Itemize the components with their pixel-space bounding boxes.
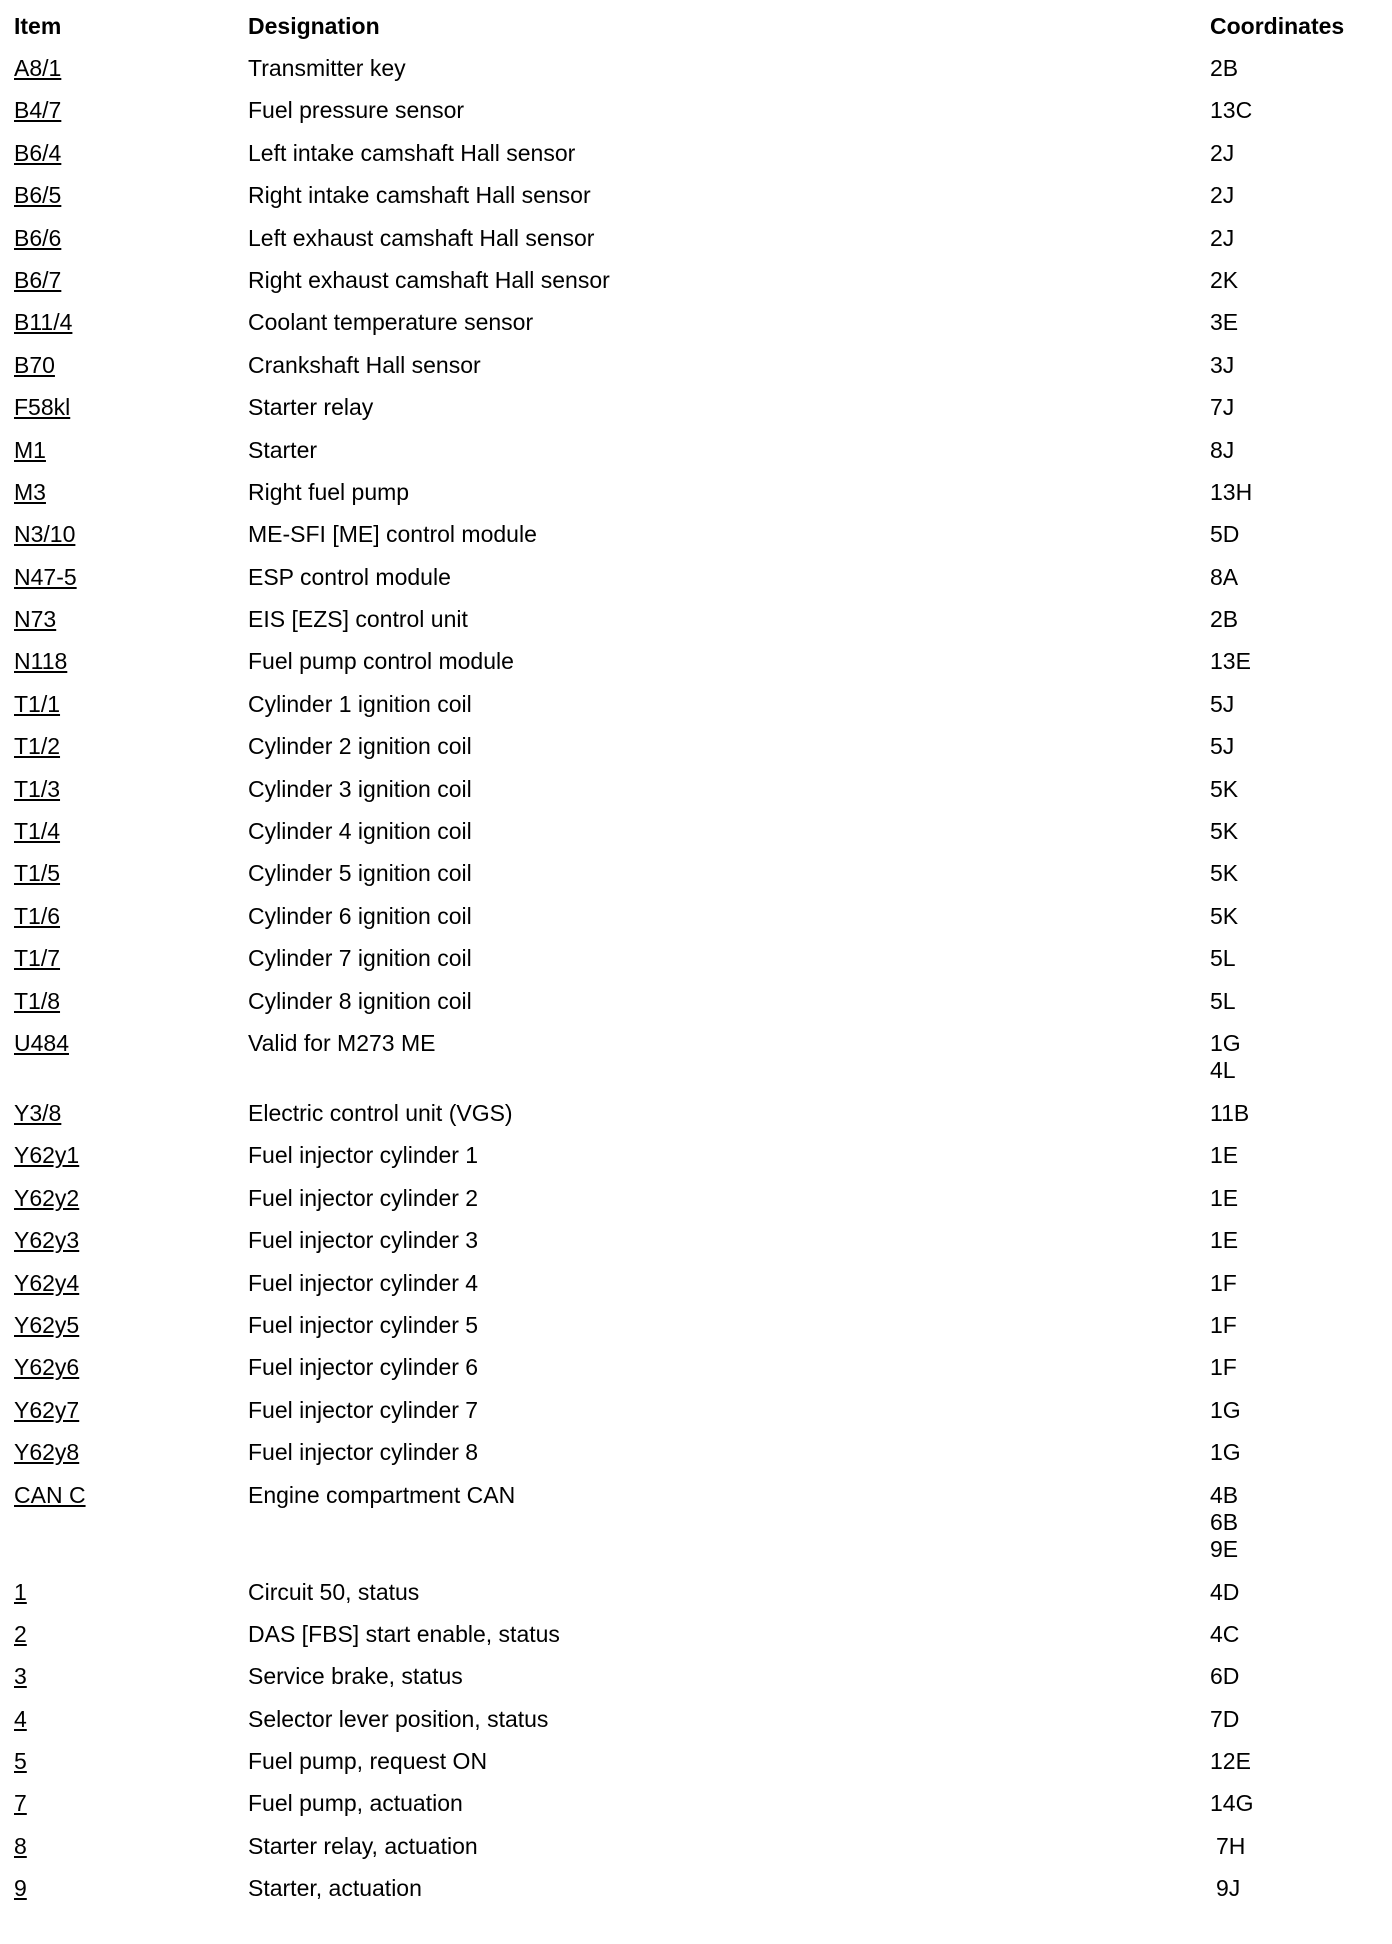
table-row	[14, 345, 1384, 387]
item-cell	[14, 394, 248, 421]
designation-cell: Starter relay	[248, 394, 374, 421]
coordinate-value: 2B	[1210, 606, 1239, 633]
item-cell	[14, 818, 248, 845]
legend-table	[14, 0, 1384, 1911]
coordinates-cell	[1210, 776, 1384, 803]
item-link[interactable]: T1/3	[14, 775, 61, 802]
item-link[interactable]: 7	[14, 1790, 27, 1817]
item-cell	[14, 1270, 248, 1297]
coordinate-value: 11B	[1210, 1099, 1250, 1126]
designation-cell: Cylinder 1 ignition coil	[248, 690, 472, 717]
table-row	[14, 387, 1384, 429]
table-row	[14, 1656, 1384, 1698]
item-link[interactable]: N118	[14, 648, 68, 675]
designation-cell: Fuel injector cylinder 2	[248, 1184, 479, 1211]
table-row	[14, 133, 1384, 175]
item-cell	[14, 1312, 248, 1339]
designation-cell: Left intake camshaft Hall sensor	[248, 139, 576, 166]
item-link[interactable]: M3	[14, 478, 46, 505]
coordinate-value: 7H	[1216, 1832, 1246, 1859]
item-cell	[14, 1100, 248, 1127]
designation-cell: Fuel injector cylinder 7	[248, 1396, 479, 1423]
table-row	[14, 1614, 1384, 1656]
coordinates-cell	[1210, 733, 1384, 760]
table-row	[14, 472, 1384, 514]
coordinate-value: 4L	[1210, 1056, 1236, 1083]
coordinate-value: 5K	[1210, 775, 1239, 802]
item-cell	[14, 521, 248, 548]
table-row	[14, 938, 1384, 980]
item-cell	[14, 1579, 248, 1606]
designation-cell: Cylinder 2 ignition coil	[248, 733, 472, 760]
table-row	[14, 1305, 1384, 1347]
coordinates-cell	[1210, 1621, 1384, 1648]
item-cell	[14, 479, 248, 506]
designation-cell: Electric control unit (VGS)	[248, 1099, 513, 1126]
coordinate-value: 4B	[1210, 1481, 1239, 1508]
coordinate-value: 1E	[1210, 1184, 1239, 1211]
designation-cell: Selector lever position, status	[248, 1705, 549, 1732]
designation-cell: Cylinder 6 ignition coil	[248, 902, 472, 929]
coordinates-cell	[1210, 860, 1384, 887]
item-link[interactable]: Y3/8	[14, 1099, 62, 1126]
designation-cell: ESP control module	[248, 563, 451, 590]
table-row	[14, 769, 1384, 811]
item-cell	[14, 97, 248, 124]
coordinates-cell	[1210, 1875, 1384, 1902]
item-cell	[14, 860, 248, 887]
coordinate-value: 8J	[1210, 436, 1235, 463]
table-row	[14, 896, 1384, 938]
item-link[interactable]: CAN C	[14, 1481, 86, 1508]
item-cell	[14, 352, 248, 379]
item-link[interactable]: Y62y5	[14, 1311, 80, 1338]
coordinate-value: 5K	[1210, 860, 1239, 887]
table-row	[14, 514, 1384, 556]
coordinates-cell	[1210, 1790, 1384, 1817]
table-row	[14, 981, 1384, 1023]
table-row	[14, 1220, 1384, 1262]
item-cell	[14, 903, 248, 930]
header-item: Item	[14, 13, 62, 39]
coordinates-cell	[1210, 1312, 1384, 1339]
designation-cell: Cylinder 3 ignition coil	[248, 775, 472, 802]
designation-cell: Starter	[248, 436, 318, 463]
coordinate-value: 1E	[1210, 1227, 1239, 1254]
designation-cell: Starter relay, actuation	[248, 1832, 478, 1859]
table-row	[14, 1868, 1384, 1910]
item-cell	[14, 1748, 248, 1775]
table-row	[14, 90, 1384, 132]
designation-cell: Fuel pump control module	[248, 648, 514, 675]
designation-cell: Cylinder 5 ignition coil	[248, 860, 472, 887]
table-row	[14, 175, 1384, 217]
table-row	[14, 260, 1384, 302]
coordinate-value: 2J	[1210, 224, 1235, 251]
table-row	[14, 1347, 1384, 1389]
table-row	[14, 1741, 1384, 1783]
coordinates-cell	[1210, 606, 1384, 633]
item-cell	[14, 437, 248, 464]
item-cell	[14, 945, 248, 972]
table-row	[14, 726, 1384, 768]
item-cell	[14, 564, 248, 591]
coordinates-cell	[1210, 394, 1384, 421]
coordinate-value: 4D	[1210, 1578, 1240, 1605]
table-row	[14, 1390, 1384, 1432]
coordinates-cell	[1210, 479, 1384, 506]
coordinates-cell	[1210, 182, 1384, 209]
designation-cell: Transmitter key	[248, 55, 406, 81]
table-body	[14, 48, 1384, 1911]
item-link[interactable]: Y62y7	[14, 1396, 80, 1423]
coordinate-value: 6D	[1210, 1663, 1240, 1690]
item-link[interactable]: 3	[14, 1663, 27, 1690]
designation-cell: Fuel injector cylinder 3	[248, 1227, 479, 1254]
item-cell	[14, 267, 248, 294]
coordinate-value: 14G	[1210, 1790, 1254, 1817]
coordinates-cell	[1210, 521, 1384, 548]
coordinate-value: 5K	[1210, 902, 1239, 929]
item-cell	[14, 1397, 248, 1424]
coordinates-cell	[1210, 903, 1384, 930]
item-cell	[14, 1833, 248, 1860]
table-row	[14, 599, 1384, 641]
table-row	[14, 302, 1384, 344]
coordinates-cell	[1210, 1397, 1384, 1424]
coordinates-cell	[1210, 1748, 1384, 1775]
coordinates-cell	[1210, 309, 1384, 336]
coordinates-cell	[1210, 352, 1384, 379]
table-row	[14, 1475, 1384, 1572]
coordinate-value: 2B	[1210, 55, 1239, 81]
item-cell	[14, 55, 248, 82]
table-row	[14, 48, 1384, 90]
item-link[interactable]: 9	[14, 1875, 27, 1902]
designation-cell: Cylinder 8 ignition coil	[248, 987, 472, 1014]
item-link[interactable]: Y62y3	[14, 1227, 80, 1254]
item-link[interactable]: N3/10	[14, 521, 76, 548]
designation-cell: Right fuel pump	[248, 478, 410, 505]
coordinates-cell	[1210, 437, 1384, 464]
item-link[interactable]: Y62y6	[14, 1354, 80, 1381]
item-cell	[14, 691, 248, 718]
table-row	[14, 430, 1384, 472]
item-cell	[14, 1142, 248, 1169]
item-cell	[14, 1227, 248, 1254]
table-header	[14, 0, 1384, 48]
header-coordinates: Coordinates	[1210, 13, 1345, 39]
coordinates-cell	[1210, 818, 1384, 845]
designation-cell: Starter, actuation	[248, 1875, 422, 1902]
item-link[interactable]: T1/6	[14, 902, 61, 929]
coordinate-value: 1F	[1210, 1269, 1237, 1296]
item-link[interactable]: N47-5	[14, 563, 77, 590]
coordinates-cell	[1210, 1100, 1384, 1127]
coordinate-value: 1F	[1210, 1311, 1237, 1338]
item-cell	[14, 1706, 248, 1733]
coordinate-value: 5L	[1210, 945, 1236, 972]
item-link[interactable]: 1	[14, 1578, 27, 1605]
coordinates-cell	[1210, 945, 1384, 972]
coordinates-cell	[1210, 140, 1384, 167]
item-link[interactable]: 5	[14, 1748, 27, 1775]
designation-cell: Engine compartment CAN	[248, 1481, 516, 1508]
coordinates-cell	[1210, 1663, 1384, 1690]
item-link[interactable]: Y62y8	[14, 1439, 80, 1466]
coordinates-cell	[1210, 1185, 1384, 1212]
table-row	[14, 1826, 1384, 1868]
coordinates-cell	[1210, 691, 1384, 718]
coordinate-value: 2J	[1210, 139, 1235, 166]
coordinate-value: 7J	[1210, 394, 1235, 421]
coordinates-cell	[1210, 225, 1384, 252]
coordinate-value: 12E	[1210, 1748, 1251, 1775]
coordinates-cell	[1210, 1354, 1384, 1381]
item-cell	[14, 1354, 248, 1381]
coordinate-value: 8A	[1210, 563, 1239, 590]
item-cell	[14, 1790, 248, 1817]
coordinate-value: 9E	[1210, 1535, 1239, 1562]
designation-cell: Fuel pump, actuation	[248, 1790, 463, 1817]
table-row	[14, 1263, 1384, 1305]
item-link[interactable]: B6/7	[14, 266, 62, 293]
coordinates-cell	[1210, 1270, 1384, 1297]
item-link[interactable]: T1/4	[14, 818, 61, 845]
coordinates-cell	[1210, 648, 1384, 675]
table-row	[14, 1572, 1384, 1614]
designation-cell: Valid for M273 ME	[248, 1029, 436, 1056]
coordinate-value: 13E	[1210, 648, 1251, 675]
designation-cell: Fuel pump, request ON	[248, 1748, 488, 1775]
coordinates-cell	[1210, 564, 1384, 591]
table-row	[14, 1093, 1384, 1135]
coordinate-value: 5D	[1210, 521, 1240, 548]
designation-cell: Fuel injector cylinder 6	[248, 1354, 479, 1381]
item-cell	[14, 1030, 248, 1057]
coordinates-cell	[1210, 1579, 1384, 1606]
coordinate-value: 1G	[1210, 1029, 1241, 1056]
table-row	[14, 557, 1384, 599]
table-row	[14, 1783, 1384, 1825]
coordinate-value: 13C	[1210, 97, 1253, 124]
item-link[interactable]: B6/4	[14, 139, 62, 166]
item-cell	[14, 988, 248, 1015]
designation-cell: Left exhaust camshaft Hall sensor	[248, 224, 595, 251]
designation-cell: Fuel pressure sensor	[248, 97, 465, 124]
item-cell	[14, 225, 248, 252]
designation-cell: Fuel injector cylinder 5	[248, 1311, 479, 1338]
item-link[interactable]: 2	[14, 1620, 27, 1647]
item-link[interactable]: A8/1	[14, 55, 62, 81]
coordinates-cell	[1210, 1439, 1384, 1466]
coordinates-cell	[1210, 1227, 1384, 1254]
coordinate-value: 5J	[1210, 733, 1235, 760]
coordinate-value: 2J	[1210, 182, 1235, 209]
designation-cell: Right intake camshaft Hall sensor	[248, 182, 591, 209]
table-row	[14, 684, 1384, 726]
coordinate-value: 2K	[1210, 266, 1239, 293]
item-link[interactable]: N73	[14, 606, 57, 633]
coordinate-value: 5L	[1210, 987, 1236, 1014]
item-cell	[14, 1875, 248, 1902]
coordinates-cell	[1210, 1706, 1384, 1733]
table-row	[14, 811, 1384, 853]
item-link[interactable]: B6/6	[14, 224, 62, 251]
item-cell	[14, 1663, 248, 1690]
item-cell	[14, 606, 248, 633]
designation-cell: Service brake, status	[248, 1663, 463, 1690]
designation-cell: ME-SFI [ME] control module	[248, 521, 537, 548]
item-link[interactable]: Y62y2	[14, 1184, 80, 1211]
item-link[interactable]: M1	[14, 436, 46, 463]
coordinate-value: 5K	[1210, 818, 1239, 845]
coordinate-value: 9J	[1216, 1875, 1241, 1902]
coordinates-cell	[1210, 988, 1384, 1015]
designation-cell: DAS [FBS] start enable, status	[248, 1620, 560, 1647]
item-link[interactable]: Y62y4	[14, 1269, 80, 1296]
coordinates-cell	[1210, 1030, 1384, 1084]
item-link[interactable]: Y62y1	[14, 1142, 80, 1169]
item-cell	[14, 1621, 248, 1648]
designation-cell: Cylinder 7 ignition coil	[248, 945, 472, 972]
coordinates-cell	[1210, 97, 1384, 124]
table-row	[14, 1023, 1384, 1093]
item-link[interactable]: T1/1	[14, 690, 61, 717]
designation-cell: Cylinder 4 ignition coil	[248, 818, 472, 845]
coordinate-value: 13H	[1210, 478, 1253, 505]
item-cell	[14, 1439, 248, 1466]
coordinates-cell	[1210, 55, 1384, 82]
table-row	[14, 218, 1384, 260]
designation-cell: Fuel injector cylinder 8	[248, 1439, 479, 1466]
coordinate-value: 3J	[1210, 351, 1235, 378]
table-row	[14, 641, 1384, 683]
item-cell	[14, 648, 248, 675]
coordinate-value: 6B	[1210, 1508, 1239, 1535]
coordinate-value: 1F	[1210, 1354, 1237, 1381]
coordinate-value: 1E	[1210, 1142, 1239, 1169]
coordinate-value: 1G	[1210, 1439, 1241, 1466]
designation-cell: Circuit 50, status	[248, 1578, 420, 1605]
designation-cell: Crankshaft Hall sensor	[248, 351, 481, 378]
item-link[interactable]: T1/7	[14, 945, 61, 972]
coordinate-value: 1G	[1210, 1396, 1241, 1423]
coordinate-value: 4C	[1210, 1620, 1240, 1647]
item-cell	[14, 182, 248, 209]
header-designation: Designation	[248, 13, 380, 39]
item-link[interactable]: B6/5	[14, 182, 62, 209]
item-cell	[14, 140, 248, 167]
table-row	[14, 1178, 1384, 1220]
designation-cell: Coolant temperature sensor	[248, 309, 534, 336]
table-row	[14, 853, 1384, 895]
item-link[interactable]: 4	[14, 1705, 27, 1732]
coordinates-cell	[1210, 1482, 1384, 1563]
item-link[interactable]: B70	[14, 351, 55, 378]
item-cell	[14, 1185, 248, 1212]
item-cell	[14, 733, 248, 760]
item-link[interactable]: T1/5	[14, 860, 61, 887]
item-cell	[14, 776, 248, 803]
designation-cell: Fuel injector cylinder 4	[248, 1269, 479, 1296]
table-row	[14, 1135, 1384, 1177]
designation-cell: Fuel injector cylinder 1	[248, 1142, 479, 1169]
table-row	[14, 1699, 1384, 1741]
coordinates-cell	[1210, 267, 1384, 294]
item-link[interactable]: 8	[14, 1832, 27, 1859]
designation-cell: EIS [EZS] control unit	[248, 606, 468, 633]
coordinate-value: 3E	[1210, 309, 1239, 336]
coordinates-cell	[1210, 1833, 1384, 1860]
item-link[interactable]: F58kl	[14, 394, 71, 421]
coordinate-value: 7D	[1210, 1705, 1240, 1732]
item-cell	[14, 309, 248, 336]
item-link[interactable]: T1/8	[14, 987, 61, 1014]
item-cell	[14, 1482, 248, 1509]
designation-cell: Right exhaust camshaft Hall sensor	[248, 266, 610, 293]
item-link[interactable]: U484	[14, 1029, 69, 1056]
item-link[interactable]: B11/4	[14, 309, 73, 336]
coordinate-value: 5J	[1210, 690, 1235, 717]
coordinates-cell	[1210, 1142, 1384, 1169]
table-row	[14, 1432, 1384, 1474]
item-link[interactable]: B4/7	[14, 97, 62, 124]
item-link[interactable]: T1/2	[14, 733, 61, 760]
